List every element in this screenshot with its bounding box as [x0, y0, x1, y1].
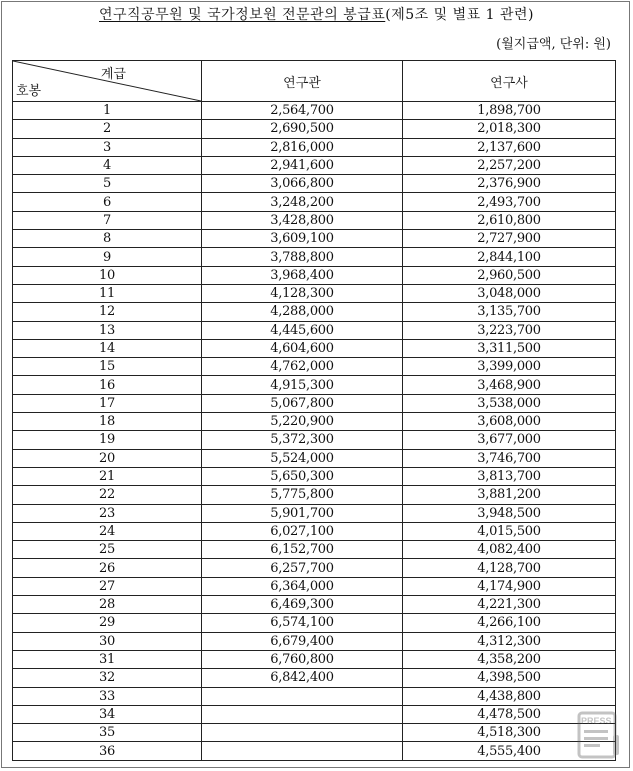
researcher-senior-salary-cell: 6,364,000: [202, 577, 403, 595]
researcher-salary-cell: 4,478,500: [403, 705, 616, 723]
step-cell: 11: [13, 284, 202, 302]
step-cell: 20: [13, 449, 202, 467]
table-row: [13, 120, 616, 138]
table-row: [13, 284, 616, 302]
step-cell: 12: [13, 303, 202, 321]
step-cell: 29: [13, 614, 202, 632]
step-cell: 22: [13, 486, 202, 504]
researcher-senior-salary-cell: [202, 742, 403, 760]
researcher-senior-salary-cell: 3,428,800: [202, 211, 403, 229]
step-cell: 4: [13, 156, 202, 174]
step-cell: 27: [13, 577, 202, 595]
step-cell: 33: [13, 687, 202, 705]
researcher-salary-cell: 3,677,000: [403, 431, 616, 449]
step-cell: 7: [13, 211, 202, 229]
researcher-salary-cell: 4,128,700: [403, 559, 616, 577]
researcher-senior-salary-cell: 5,372,300: [202, 431, 403, 449]
researcher-senior-salary-cell: [202, 724, 403, 742]
researcher-senior-salary-cell: 6,027,100: [202, 522, 403, 540]
researcher-salary-cell: 4,266,100: [403, 614, 616, 632]
corner-label-grade: 계급: [100, 67, 126, 82]
corner-label-step: 호봉: [16, 84, 42, 99]
researcher-senior-salary-cell: 3,066,800: [202, 175, 403, 193]
researcher-senior-salary-cell: 3,609,100: [202, 230, 403, 248]
researcher-senior-salary-cell: 6,152,700: [202, 541, 403, 559]
table-row: [13, 321, 616, 339]
title-note: (제5조 및 별표 1 관련): [385, 7, 534, 23]
researcher-salary-cell: 2,018,300: [403, 120, 616, 138]
researcher-salary-cell: 3,813,700: [403, 467, 616, 485]
table-row: [13, 486, 616, 504]
column-header-researcher-senior: 연구관: [202, 61, 403, 102]
table-row: [13, 596, 616, 614]
researcher-salary-cell: 4,398,500: [403, 669, 616, 687]
researcher-salary-cell: 3,311,500: [403, 339, 616, 357]
researcher-senior-salary-cell: 6,842,400: [202, 669, 403, 687]
table-row: [13, 358, 616, 376]
researcher-salary-cell: 4,555,400: [403, 742, 616, 760]
researcher-salary-cell: 4,358,200: [403, 650, 616, 668]
table-row: [13, 467, 616, 485]
researcher-salary-cell: 2,727,900: [403, 230, 616, 248]
researcher-salary-cell: 3,399,000: [403, 358, 616, 376]
table-row: [13, 687, 616, 705]
researcher-salary-cell: 2,376,900: [403, 175, 616, 193]
step-cell: 2: [13, 120, 202, 138]
table-row: [13, 376, 616, 394]
researcher-salary-cell: 1,898,700: [403, 102, 616, 120]
step-cell: 13: [13, 321, 202, 339]
researcher-salary-cell: 2,960,500: [403, 266, 616, 284]
table-row: [13, 742, 616, 760]
step-cell: 28: [13, 596, 202, 614]
researcher-senior-salary-cell: 5,524,000: [202, 449, 403, 467]
table-row: [13, 303, 616, 321]
researcher-salary-cell: 2,137,600: [403, 138, 616, 156]
step-cell: 32: [13, 669, 202, 687]
researcher-senior-salary-cell: 5,901,700: [202, 504, 403, 522]
researcher-salary-cell: 4,221,300: [403, 596, 616, 614]
researcher-salary-cell: 3,223,700: [403, 321, 616, 339]
researcher-senior-salary-cell: 6,469,300: [202, 596, 403, 614]
researcher-senior-salary-cell: 3,968,400: [202, 266, 403, 284]
researcher-senior-salary-cell: 6,257,700: [202, 559, 403, 577]
table-row: [13, 156, 616, 174]
step-cell: 30: [13, 632, 202, 650]
researcher-senior-salary-cell: 4,915,300: [202, 376, 403, 394]
column-header-researcher: 연구사: [403, 61, 616, 102]
salary-table: [12, 60, 616, 761]
table-row: [13, 266, 616, 284]
step-cell: 8: [13, 230, 202, 248]
step-cell: 21: [13, 467, 202, 485]
table-row: [13, 650, 616, 668]
table-row: [13, 705, 616, 723]
researcher-senior-salary-cell: 6,760,800: [202, 650, 403, 668]
step-cell: 17: [13, 394, 202, 412]
table-row: [13, 175, 616, 193]
researcher-salary-cell: 3,608,000: [403, 413, 616, 431]
researcher-senior-salary-cell: 4,288,000: [202, 303, 403, 321]
step-cell: 25: [13, 541, 202, 559]
researcher-senior-salary-cell: 6,574,100: [202, 614, 403, 632]
researcher-salary-cell: 2,844,100: [403, 248, 616, 266]
table-header-row: [13, 61, 616, 102]
document-title: [0, 4, 633, 24]
step-cell: 31: [13, 650, 202, 668]
researcher-salary-cell: 3,746,700: [403, 449, 616, 467]
table-row: [13, 193, 616, 211]
step-cell: 26: [13, 559, 202, 577]
step-cell: 14: [13, 339, 202, 357]
table-row: [13, 394, 616, 412]
table-row: [13, 248, 616, 266]
researcher-salary-cell: 2,493,700: [403, 193, 616, 211]
table-row: [13, 138, 616, 156]
researcher-salary-cell: 3,048,000: [403, 284, 616, 302]
researcher-senior-salary-cell: 2,690,500: [202, 120, 403, 138]
step-cell: 1: [13, 102, 202, 120]
corner-header-cell: [13, 61, 202, 102]
researcher-salary-cell: 4,015,500: [403, 522, 616, 540]
researcher-senior-salary-cell: 4,128,300: [202, 284, 403, 302]
researcher-senior-salary-cell: 4,445,600: [202, 321, 403, 339]
step-cell: 24: [13, 522, 202, 540]
researcher-salary-cell: 3,881,200: [403, 486, 616, 504]
researcher-salary-cell: 3,948,500: [403, 504, 616, 522]
researcher-senior-salary-cell: 3,788,800: [202, 248, 403, 266]
step-cell: 10: [13, 266, 202, 284]
press-document-icon: [573, 709, 625, 761]
researcher-salary-cell: 3,135,700: [403, 303, 616, 321]
researcher-salary-cell: 4,082,400: [403, 541, 616, 559]
researcher-salary-cell: 4,438,800: [403, 687, 616, 705]
watermark-text: PRESS: [581, 716, 612, 726]
table-row: [13, 522, 616, 540]
step-cell: 18: [13, 413, 202, 431]
researcher-senior-salary-cell: 4,604,600: [202, 339, 403, 357]
table-row: [13, 504, 616, 522]
step-cell: 23: [13, 504, 202, 522]
table-row: [13, 614, 616, 632]
researcher-salary-cell: 4,518,300: [403, 724, 616, 742]
step-cell: 6: [13, 193, 202, 211]
table-row: [13, 559, 616, 577]
table-row: [13, 211, 616, 229]
researcher-senior-salary-cell: 2,564,700: [202, 102, 403, 120]
table-row: [13, 577, 616, 595]
step-cell: 34: [13, 705, 202, 723]
step-cell: 19: [13, 431, 202, 449]
table-row: [13, 230, 616, 248]
researcher-senior-salary-cell: 2,816,000: [202, 138, 403, 156]
researcher-senior-salary-cell: [202, 705, 403, 723]
researcher-salary-cell: 4,312,300: [403, 632, 616, 650]
step-cell: 5: [13, 175, 202, 193]
researcher-salary-cell: 3,538,000: [403, 394, 616, 412]
table-row: [13, 431, 616, 449]
step-cell: 35: [13, 724, 202, 742]
researcher-salary-cell: 3,468,900: [403, 376, 616, 394]
researcher-senior-salary-cell: 5,650,300: [202, 467, 403, 485]
researcher-senior-salary-cell: 5,220,900: [202, 413, 403, 431]
step-cell: 9: [13, 248, 202, 266]
table-row: [13, 724, 616, 742]
table-row: [13, 102, 616, 120]
table-row: [13, 541, 616, 559]
researcher-senior-salary-cell: 3,248,200: [202, 193, 403, 211]
step-cell: 3: [13, 138, 202, 156]
table-row: [13, 413, 616, 431]
researcher-senior-salary-cell: 5,067,800: [202, 394, 403, 412]
researcher-senior-salary-cell: 5,775,800: [202, 486, 403, 504]
researcher-senior-salary-cell: 4,762,000: [202, 358, 403, 376]
table-row: [13, 449, 616, 467]
unit-note: (월지급액, 단위: 원): [496, 37, 611, 52]
researcher-senior-salary-cell: [202, 687, 403, 705]
researcher-senior-salary-cell: 2,941,600: [202, 156, 403, 174]
researcher-salary-cell: 2,610,800: [403, 211, 616, 229]
table-row: [13, 669, 616, 687]
step-cell: 36: [13, 742, 202, 760]
table-row: [13, 632, 616, 650]
step-cell: 15: [13, 358, 202, 376]
table-row: [13, 339, 616, 357]
step-cell: 16: [13, 376, 202, 394]
researcher-salary-cell: 2,257,200: [403, 156, 616, 174]
researcher-senior-salary-cell: 6,679,400: [202, 632, 403, 650]
title-main: 연구직공무원 및 국가정보원 전문관의 봉급표: [99, 7, 386, 23]
researcher-salary-cell: 4,174,900: [403, 577, 616, 595]
